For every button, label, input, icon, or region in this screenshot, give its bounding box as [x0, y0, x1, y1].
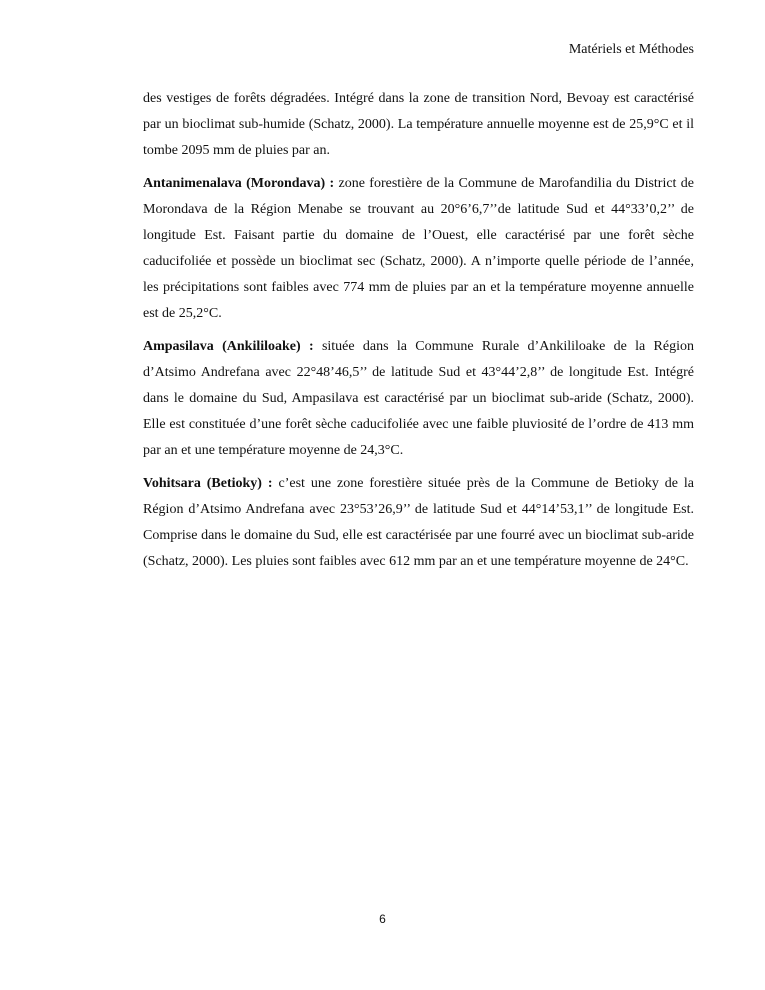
paragraph-ampasilava	[143, 334, 694, 464]
paragraph-heading: Antanimenalava (Morondava) :	[143, 176, 335, 191]
paragraph-bevoay	[143, 86, 694, 164]
paragraph-antanimenalava	[143, 171, 694, 327]
document-body	[143, 86, 694, 582]
paragraph-text: zone forestière de la Commune de Marofandilia du District de Morondava de la Région Menabe se trouvant au 20°6’6,7’’de latitude Sud et 44°33’0,2’’ de longitude Est. Faisant partie du domaine de l’Ouest, elle caractérisé par une forêt sèche caducifoliée et possède un bioclimat sec (Schatz, 2000). A n’importe quelle période de l’année, les précipitations sont faibles avec 774 mm de pluies par an et la température moyenne annuelle est de 25,2°C.	[143, 176, 694, 321]
paragraph-text: située dans la Commune Rurale d’Ankililoake de la Région d’Atsimo Andrefana avec 22°48’46,5’’ de latitude Sud et 43°44’2,8’’ de longitude Est. Intégré dans le domaine du Sud, Ampasilava est caractérisé par un bioclimat sub-aride (Schatz, 2000). Elle est constituée d’une forêt sèche caducifoliée avec une faible pluviosité de l’ordre de 413 mm par an et une température moyenne de 24,3°C.	[143, 339, 695, 458]
paragraph-heading: Ampasilava (Ankililoake) :	[143, 339, 314, 354]
paragraph-vohitsara	[143, 471, 694, 575]
page-number: 6	[379, 912, 386, 926]
paragraph-text: c’est une zone forestière située près de la Commune de Betioky de la Région d’Atsimo Andrefana avec 23°53’26,9’’ de latitude Sud et 44°14’53,1’’ de longitude Est. Comprise dans le domaine du Sud, elle est caractérisée par une fourré avec un bioclimat sub-aride (Schatz, 2000). Les pluies sont faibles avec 612 mm par an et une température moyenne de 24°C.	[143, 476, 695, 569]
paragraph-text: des vestiges de forêts dégradées. Intégré dans la zone de transition Nord, Bevoay est caractérisé par un bioclimat sub-humide (Schatz, 2000). La température annuelle moyenne est de 25,9°C et il tombe 2095 mm de pluies par an.	[143, 91, 694, 158]
paragraph-heading: Vohitsara (Betioky) :	[143, 476, 273, 491]
running-header: Matériels et Méthodes	[568, 42, 694, 57]
